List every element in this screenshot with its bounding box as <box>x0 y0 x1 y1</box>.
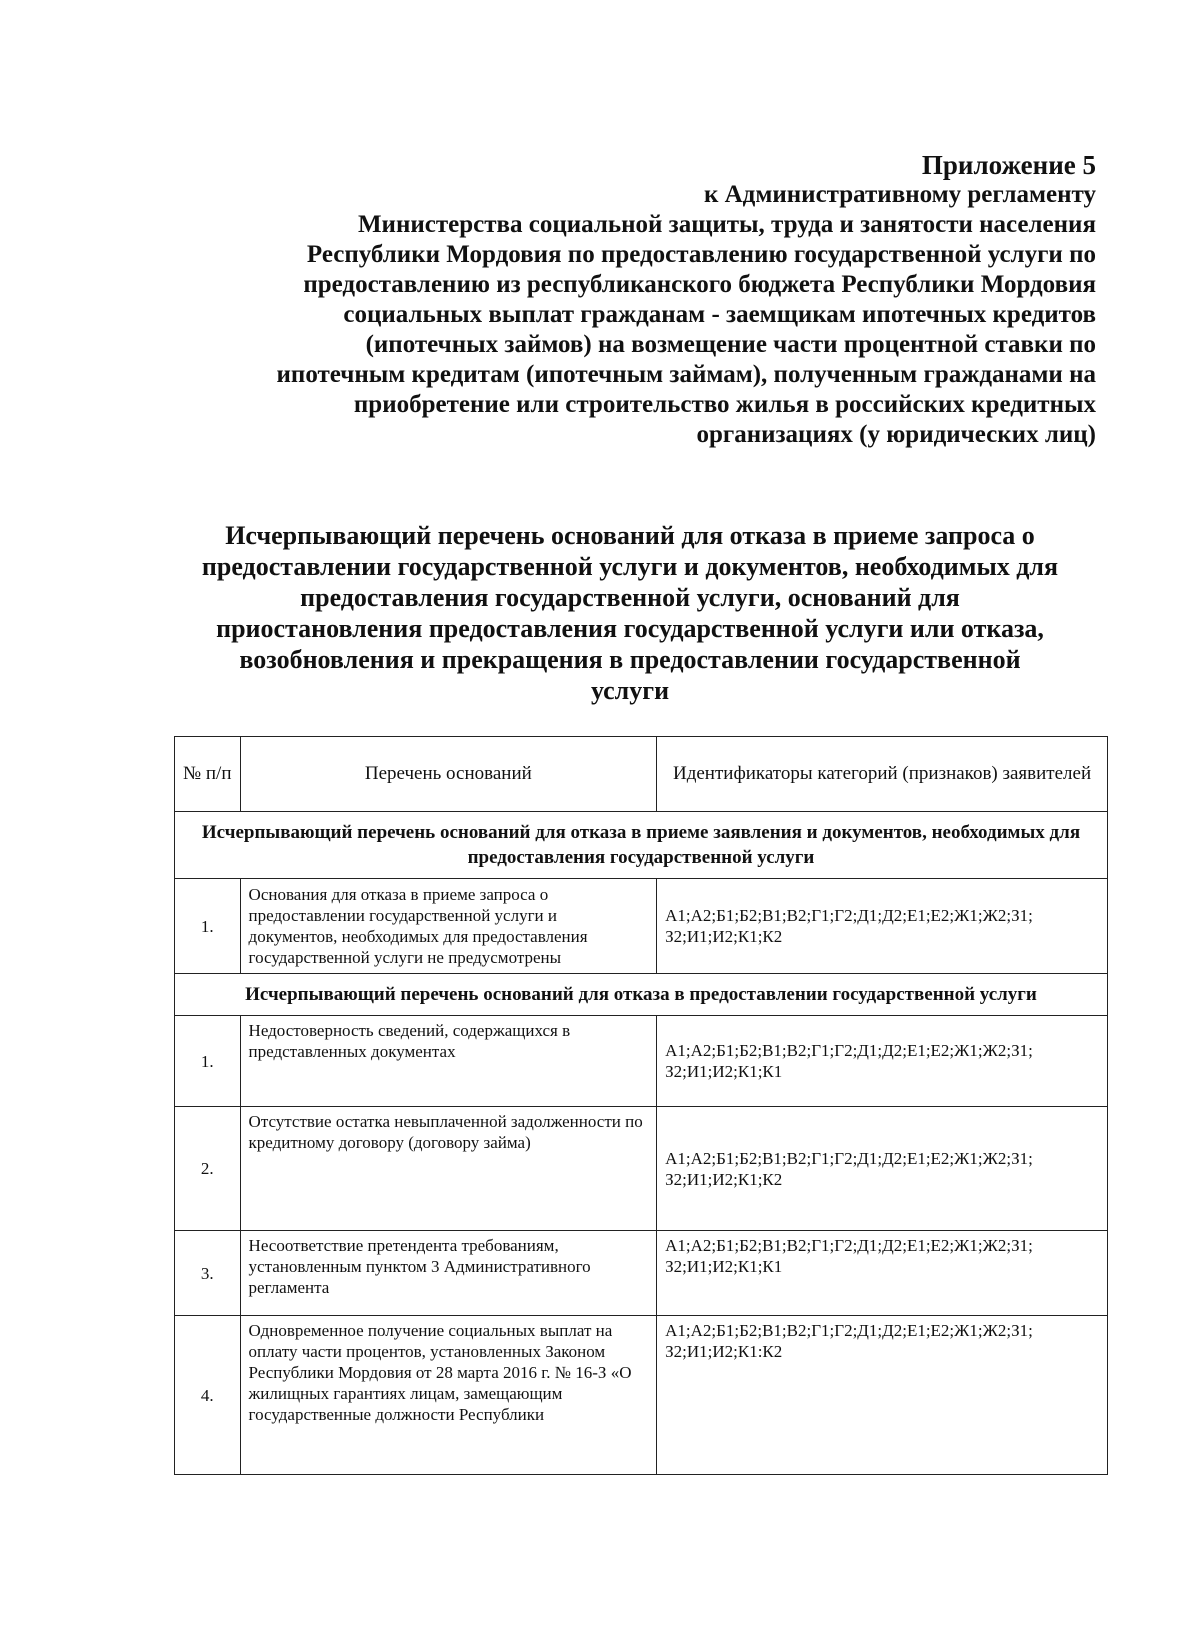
grounds-table <box>174 736 1108 1475</box>
row-ids: А1;А2;Б1;Б2;В1;В2;Г1;Г2;Д1;Д2;Е1;Е2;Ж1;Ж2;З1; З2;И1;И2;К1;К2 <box>657 879 1108 974</box>
appendix-line: организациях (у юридических лиц) <box>696 421 1096 448</box>
title-line: приостановления предоставления государственной услуги или отказа, <box>216 614 1044 643</box>
appendix-header <box>196 150 1096 450</box>
appendix-line: Республики Мордовия по предоставлению государственной услуги по <box>306 241 1096 268</box>
section-row <box>175 812 1108 879</box>
section-title: Исчерпывающий перечень оснований для отказа в приеме заявления и документов, необходимых для предоставления государственной услуги <box>175 812 1108 879</box>
document-title <box>180 520 1080 706</box>
table-header-row <box>175 737 1108 812</box>
title-line: предоставлении государственной услуги и документов, необходимых для <box>201 552 1059 581</box>
row-reason: Недостоверность сведений, содержащихся в представленных документах <box>240 1016 657 1107</box>
appendix-line: Министерства социальной защиты, труда и занятости населения <box>357 211 1096 238</box>
row-reason: Основания для отказа в приеме запроса о предоставлении государственной услуги и документов, необходимых для предоставления государственной услуги не предусмотрены <box>240 879 657 974</box>
header-ids: Идентификаторы категорий (признаков) заявителей <box>657 737 1108 812</box>
header-reasons: Перечень оснований <box>240 737 657 812</box>
row-number: 1. <box>175 1016 241 1107</box>
appendix-line: к Административному регламенту <box>703 181 1096 208</box>
row-ids: А1;А2;Б1;Б2;В1;В2;Г1;Г2;Д1;Д2;Е1;Е2;Ж1;Ж2;З1; З2;И1;И2;К1;К2 <box>657 1107 1108 1231</box>
row-reason: Одновременное получение социальных выплат на оплату части процентов, установленных Законом Республики Мордовия от 28 марта 2016 г. № 16-З «О жилищных гарантиях лицам, замещающим государственные должности Республики <box>240 1316 657 1475</box>
row-number: 1. <box>175 879 241 974</box>
header-num: № п/п <box>175 737 241 812</box>
table-row <box>175 1016 1108 1107</box>
row-number: 4. <box>175 1316 241 1475</box>
row-reason: Несоответствие претендента требованиям, установленным пунктом 3 Административного регламента <box>240 1231 657 1316</box>
section-row <box>175 974 1108 1016</box>
table-row <box>175 1231 1108 1316</box>
row-ids: А1;А2;Б1;Б2;В1;В2;Г1;Г2;Д1;Д2;Е1;Е2;Ж1;Ж2;З1; З2;И1;И2;К1;К1 <box>657 1231 1108 1316</box>
row-number: 3. <box>175 1231 241 1316</box>
table-row <box>175 1107 1108 1231</box>
table-row <box>175 1316 1108 1475</box>
row-number: 2. <box>175 1107 241 1231</box>
appendix-line: ипотечным кредитам (ипотечным займам), полученным гражданами на <box>276 361 1096 388</box>
table-row <box>175 879 1108 974</box>
title-line: Исчерпывающий перечень оснований для отказа в приеме запроса о <box>225 521 1035 550</box>
row-reason: Отсутствие остатка невыплаченной задолженности по кредитному договору (договору займа) <box>240 1107 657 1231</box>
appendix-line: социальных выплат гражданам - заемщикам ипотечных кредитов <box>343 301 1096 328</box>
title-line: предоставления государственной услуги, оснований для <box>300 583 960 612</box>
title-line: возобновления и прекращения в предоставлении государственной <box>239 645 1021 674</box>
appendix-line: приобретение или строительство жилья в российских кредитных <box>353 391 1096 418</box>
title-line: услуги <box>590 676 670 705</box>
section-title: Исчерпывающий перечень оснований для отказа в предоставлении государственной услуги <box>175 974 1108 1016</box>
appendix-number: Приложение 5 <box>921 150 1096 180</box>
appendix-line: предоставлению из республиканского бюджета Республики Мордовия <box>303 271 1096 298</box>
row-ids: А1;А2;Б1;Б2;В1;В2;Г1;Г2;Д1;Д2;Е1;Е2;Ж1;Ж2;З1; З2;И1;И2;К1;К1 <box>657 1016 1108 1107</box>
appendix-line: (ипотечных займов) на возмещение части процентной ставки по <box>365 331 1096 358</box>
row-ids: А1;А2;Б1;Б2;В1;В2;Г1;Г2;Д1;Д2;Е1;Е2;Ж1;Ж2;З1; З2;И1;И2;К1:К2 <box>657 1316 1108 1475</box>
